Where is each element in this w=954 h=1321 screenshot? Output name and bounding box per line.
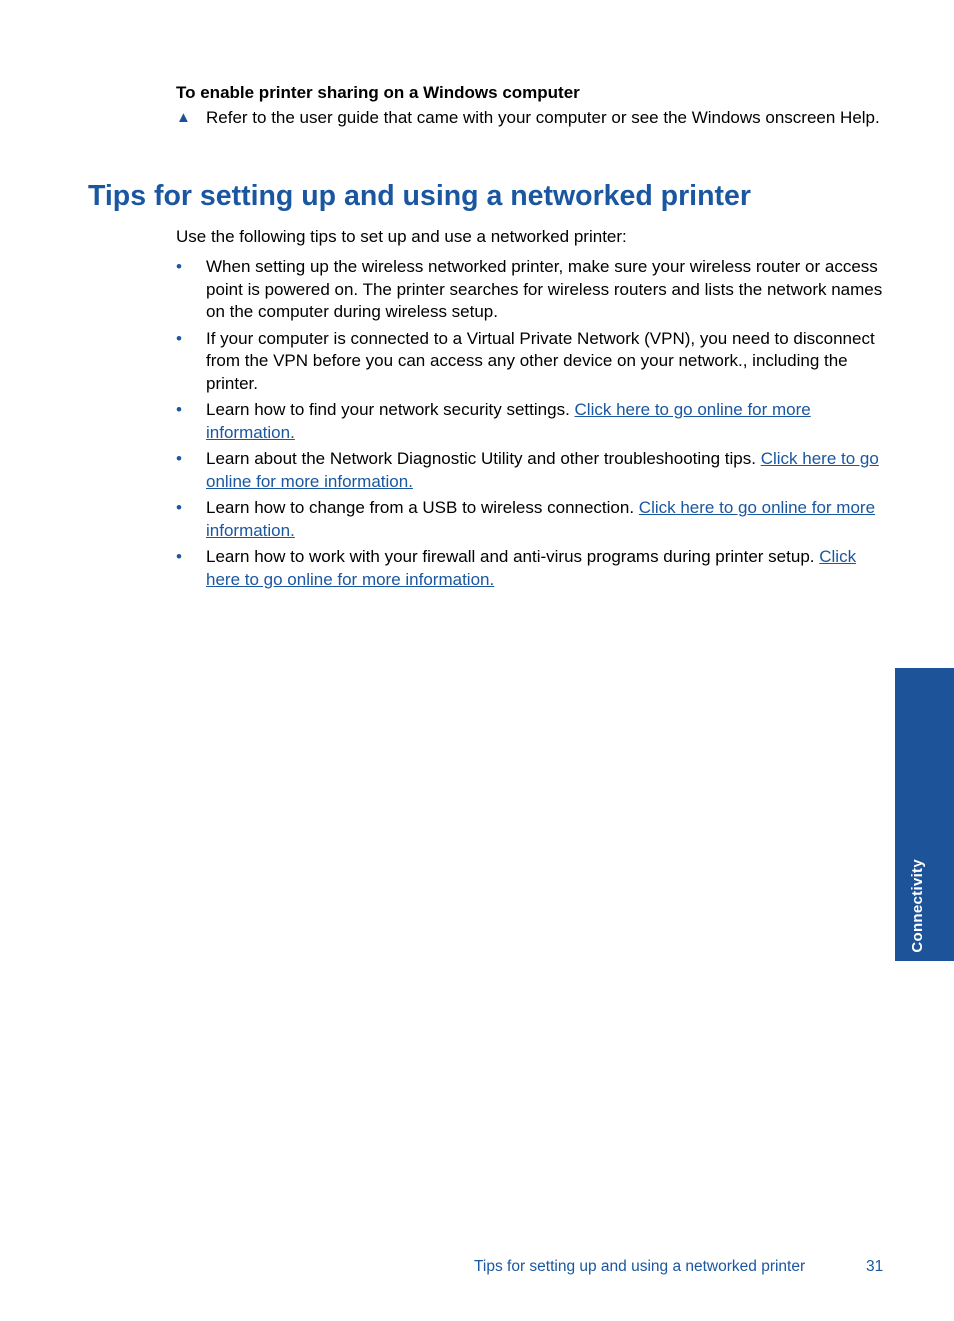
bullet-icon: • [176,498,182,517]
online-info-link[interactable]: Click here to go online for more information. [206,547,857,589]
triangle-icon: ▲ [176,109,191,126]
section-heading: Tips for setting up and using a networked printer [88,180,751,212]
chapter-side-tab [895,668,954,961]
list-item [176,448,888,493]
list-item [176,256,888,324]
chapter-tab-label: Connectivity [909,859,926,953]
bullet-icon: • [176,328,182,348]
bullet-icon: • [176,449,182,468]
tip-text: Learn how to change from a USB to wireless connection. [206,498,639,517]
list-item [176,328,888,396]
online-info-link[interactable]: Click here to go online for more information. [206,498,876,540]
procedure-step [176,107,888,130]
tip-text: If your computer is connected to a Virtual Private Network (VPN), you need to disconnect from the VPN before you can access any other device on your network., including the printer. [206,328,875,393]
bullet-icon: • [176,547,182,566]
bullet-icon: • [176,400,182,419]
list-item [176,546,888,591]
list-item [176,497,888,542]
list-item [176,399,888,444]
intro-text: Use the following tips to set up and use a networked printer: [176,227,627,246]
tip-text: Learn about the Network Diagnostic Utility and other troubleshooting tips. [206,449,761,468]
tips-list [176,256,888,595]
tip-text: Learn how to work with your firewall and anti-virus programs during printer setup. [206,547,820,566]
procedure-step-text: Refer to the user guide that came with your computer or see the Windows onscreen Help. [206,108,880,127]
online-info-link[interactable]: Click here to go online for more information. [206,449,879,491]
bullet-icon: • [176,257,182,276]
tip-text: When setting up the wireless networked printer, make sure your wireless router or access point is powered on. The printer searches for wireless routers and lists the network names on the computer during wireless setup. [206,257,883,321]
page-number: 31 [866,1258,884,1275]
tip-text: Learn how to find your network security settings. [206,400,575,419]
online-info-link[interactable]: Click here to go online for more information. [206,400,811,442]
footer-title: Tips for setting up and using a networked printer [474,1258,806,1275]
procedure-title: To enable printer sharing on a Windows computer [176,83,580,102]
